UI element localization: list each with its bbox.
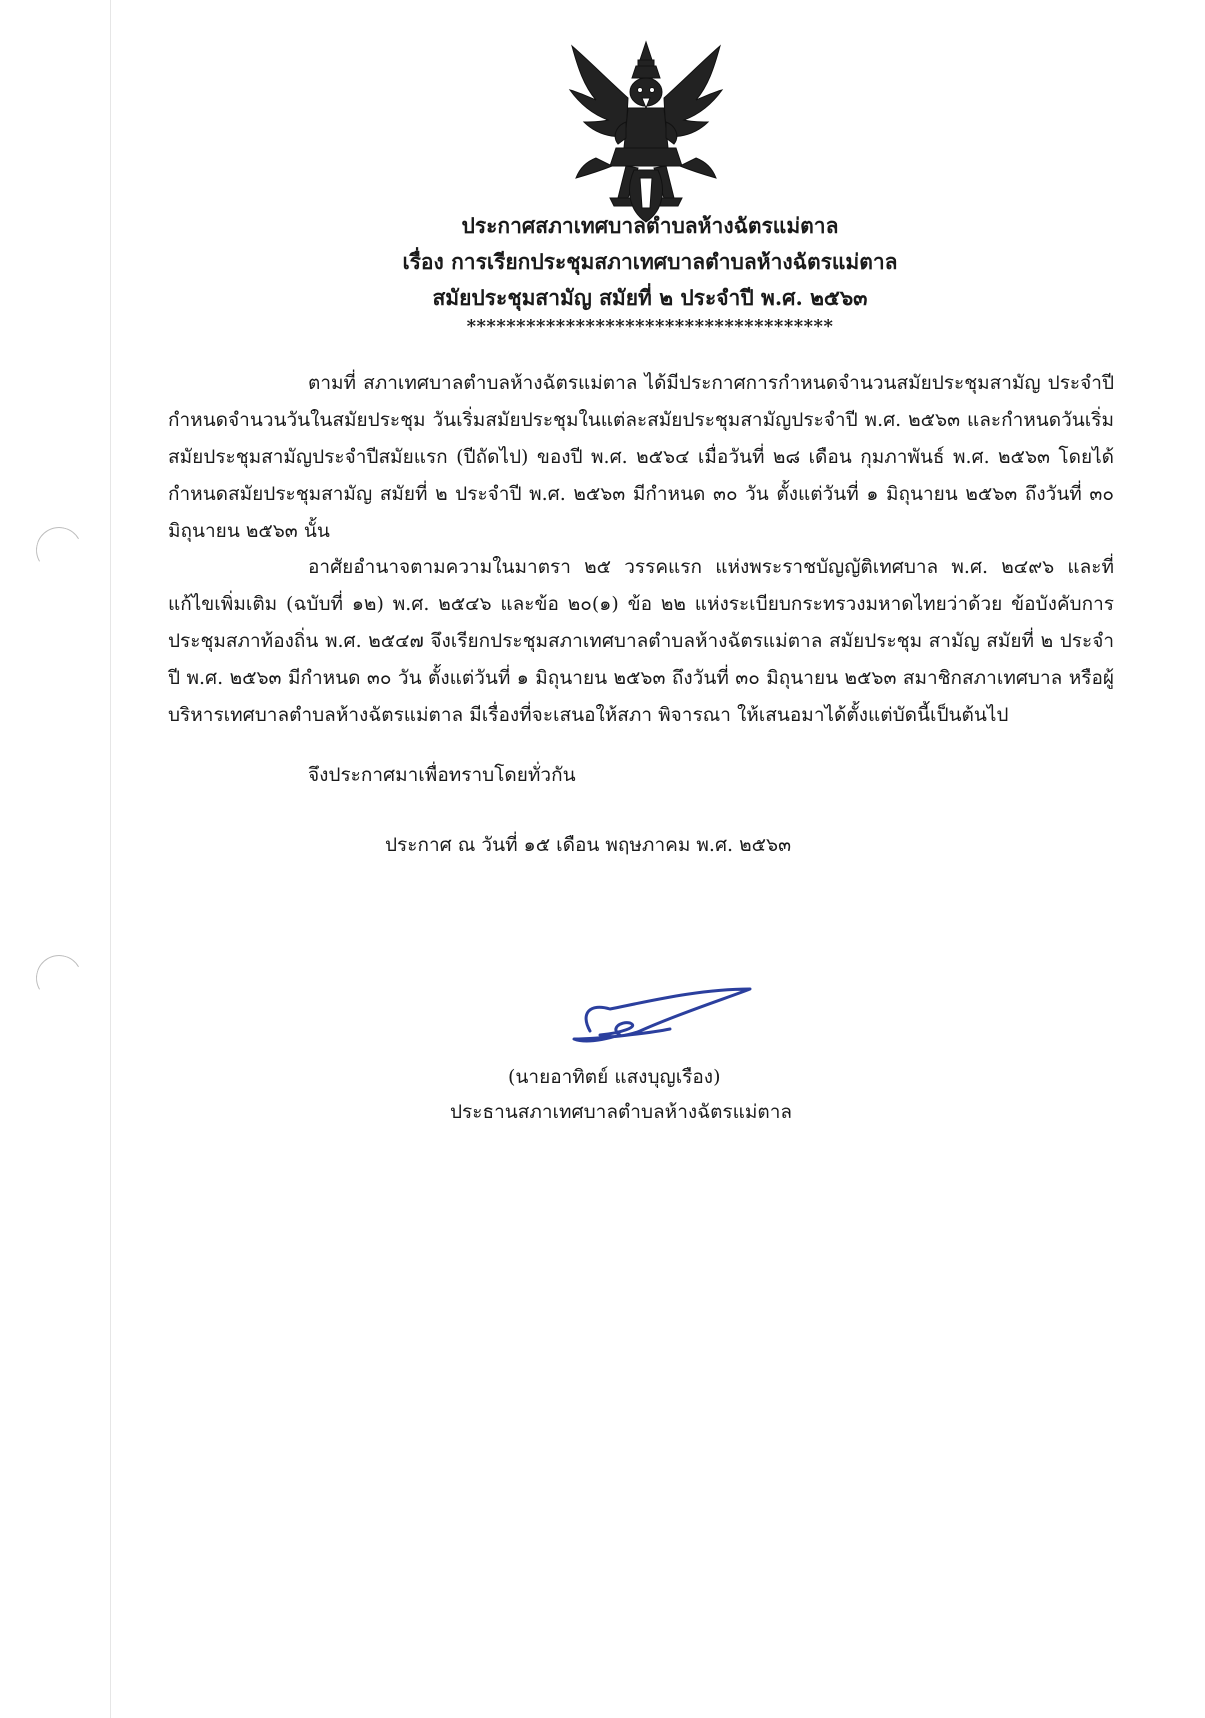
signatory-name: (นายอาทิตย์ แสงบุญเรือง) (508, 1066, 721, 1088)
session-line: สมัยประชุมสามัญ สมัยที่ ๒ ประจำปี พ.ศ. ๒๕๖๓ (432, 285, 868, 310)
punch-hole-mark (31, 522, 87, 578)
announcement-subject: เรื่อง การเรียกประชุมสภาเทศบาลตำบลห้างฉัตรแม่ตาล (402, 249, 898, 274)
star-divider: ************************************* (466, 316, 834, 337)
punch-hole-mark (31, 950, 87, 1006)
body-paragraph-1: ตามที่ สภาเทศบาลตำบลห้างฉัตรแม่ตาล ได้มีประกาศการกำหนดจำนวนสมัยประชุมสามัญ ประจำปี กำหนดจำนวนวันในสมัยประชุม วันเริ่มสมัยประชุมในแต่ละสมัยประชุมสามัญประจำปี พ.ศ. ๒๕๖๓ และกำหนดวันเริ่มสมัยประชุมสามัญประจำปีสมัยแรก (ปีถัดไป) ของปี พ.ศ. ๒๕๖๔ เมื่อวันที่ ๒๘ เดือน กุมภาพันธ์ พ.ศ. ๒๕๖๓ โดยได้กำหนดสมัยประชุมสามัญ สมัยที่ ๒ ประจำปี พ.ศ. ๒๕๖๓ มีกำหนด ๓๐ วัน ตั้งแต่วันที่ ๑ มิถุนายน ๒๕๖๓ ถึงวันที่ ๓๐ มิถุนายน ๒๕๖๓ นั้น (168, 372, 1114, 542)
announcement-title: ประกาศสภาเทศบาลตำบลห้างฉัตรแม่ตาล (461, 213, 839, 238)
scan-edge-line (110, 0, 111, 1718)
closing-line: จึงประกาศมาเพื่อทราบโดยทั่วกัน (308, 764, 576, 786)
signatory-title: ประธานสภาเทศบาลตำบลห้างฉัตรแม่ตาล (450, 1101, 793, 1123)
handwritten-signature (560, 983, 760, 1053)
body-paragraph-2: อาศัยอำนาจตามความในมาตรา ๒๕ วรรคแรก แห่งพระราชบัญญัติเทศบาล พ.ศ. ๒๔๙๖ และที่แก้ไขเพิ่มเติม (ฉบับที่ ๑๒) พ.ศ. ๒๕๔๖ และข้อ ๒๐(๑) ข้อ ๒๒ แห่งระเบียบกระทรวงมหาดไทยว่าด้วย ข้อบังคับการประชุมสภาท้องถิ่น พ.ศ. ๒๕๔๗ จึงเรียกประชุมสภาเทศบาลตำบลห้างฉัตรแม่ตาล สมัยประชุม สามัญ สมัยที่ ๒ ประจำปี พ.ศ. ๒๕๖๓ มีกำหนด ๓๐ วัน ตั้งแต่วันที่ ๑ มิถุนายน ๒๕๖๓ ถึงวันที่ ๓๐ มิถุนายน ๒๕๖๓ สมาชิกสภาเทศบาล หรือผู้บริหารเทศบาลตำบลห้างฉัตรแม่ตาล มีเรื่องที่จะเสนอให้สภา พิจารณา ให้เสนอมาได้ตั้งแต่บัดนี้เป็นต้นไป (168, 556, 1114, 726)
garuda-emblem (556, 38, 736, 226)
announcement-date: ประกาศ ณ วันที่ ๑๕ เดือน พฤษภาคม พ.ศ. ๒๕๖๓ (385, 834, 792, 856)
